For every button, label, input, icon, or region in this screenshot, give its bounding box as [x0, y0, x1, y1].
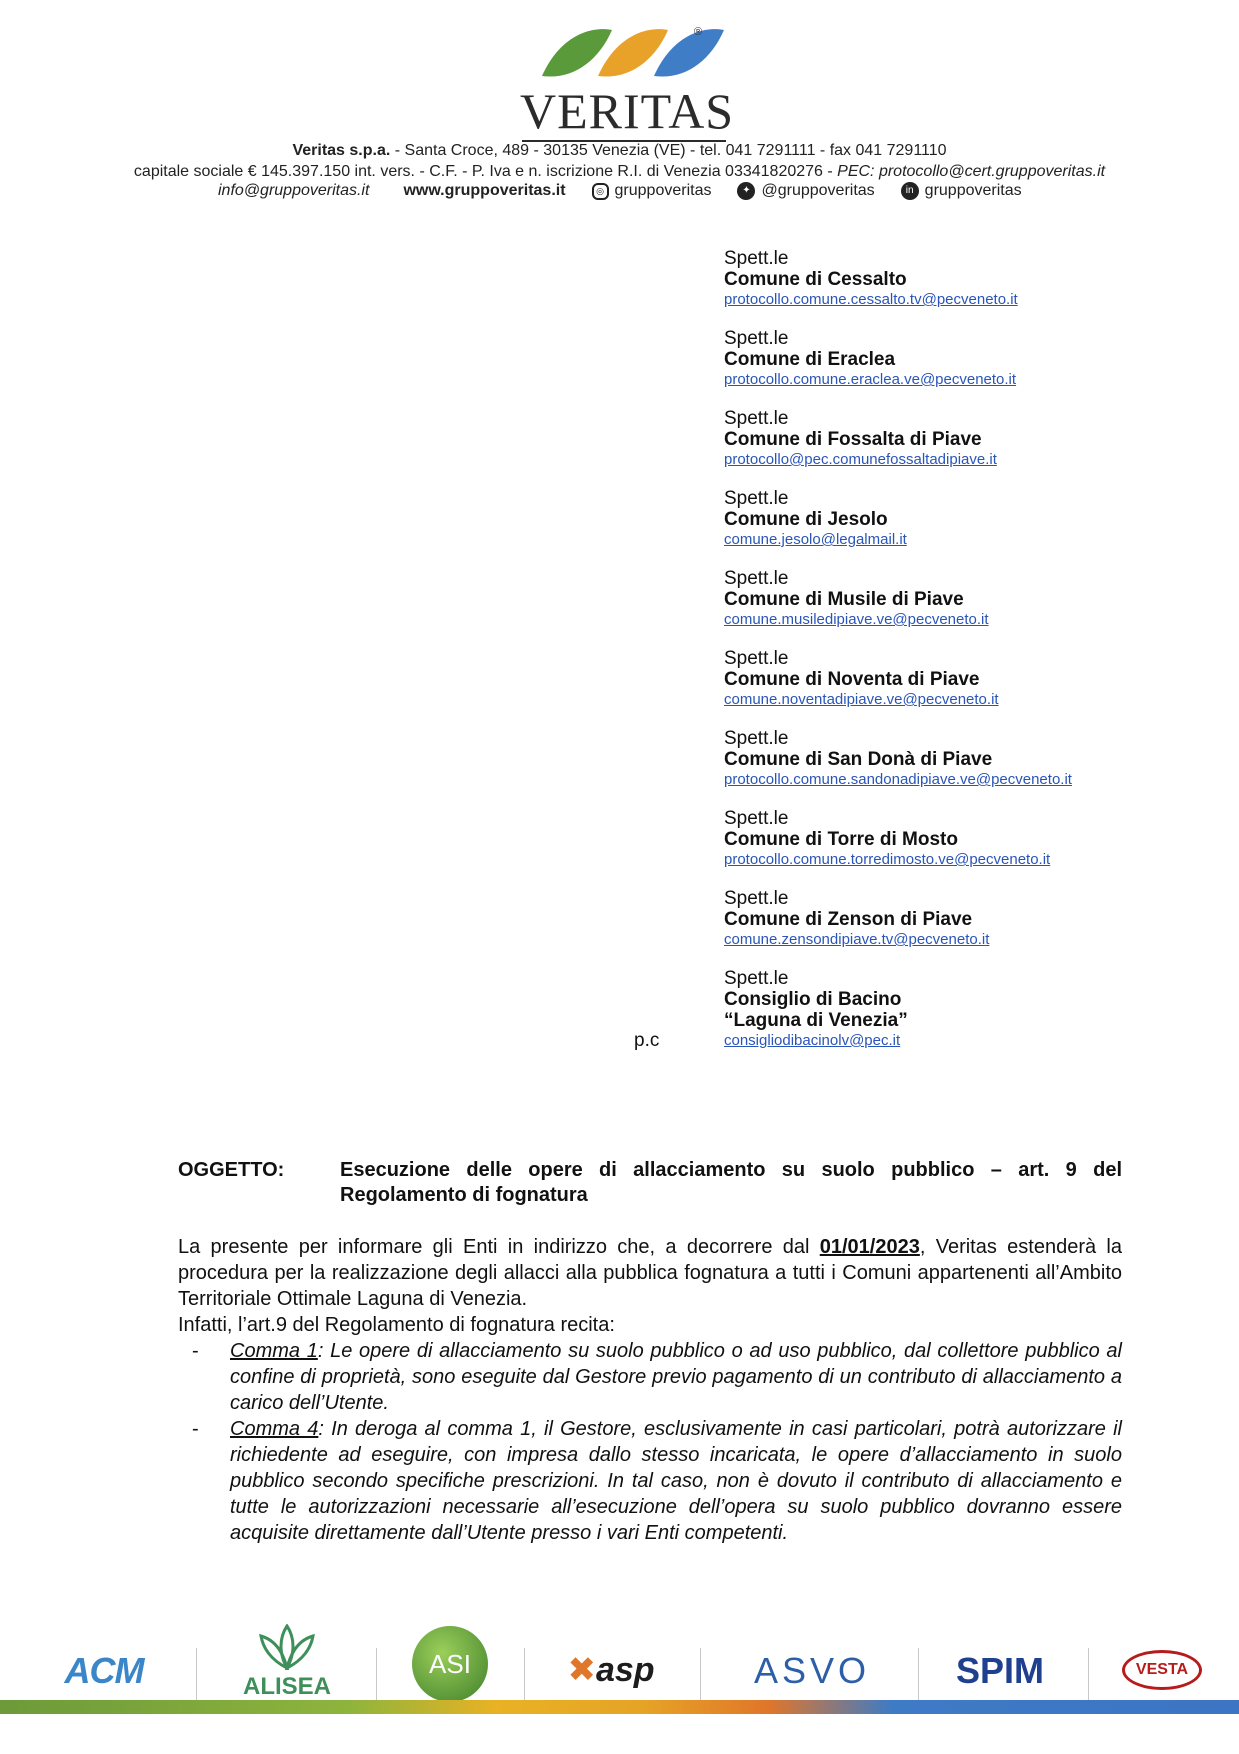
- cc-recipient: [724, 968, 1164, 1050]
- recipient-name: Comune di Jesolo: [724, 509, 888, 530]
- recipient-salutation: Spett.le: [724, 488, 789, 509]
- recipient: [724, 488, 1164, 549]
- list-item: [178, 1338, 1122, 1416]
- company-address: - Santa Croce, 489 - 30135 Venezia (VE) - tel. 041 7291111 - fax 041 7291110: [390, 142, 947, 159]
- brand-vesta-label: VESTA: [1135, 1661, 1189, 1678]
- recipient-name: Comune di Torre di Mosto: [724, 829, 958, 850]
- company-email[interactable]: info@gruppoveritas.it: [218, 182, 370, 199]
- comma-text: : In deroga al comma 1, il Gestore, esclusivamente in casi particolari, potrà autorizzare il richiedente ad eseguire, con impresa dallo stesso incaricata, le opere d’allacciamento in suolo pubblico secondo specifiche prescrizioni. In tal caso, non è dovuto il contributo di allacciamento e tutte le autorizzazioni necessarie all’esecuzione dell’opera su suolo pubblico dovranno essere acquisite direttamente dall’Utente presso i vari Enti competenti.: [230, 1418, 1122, 1544]
- recipient-email[interactable]: protocollo.comune.eraclea.ve@pecveneto.it: [724, 371, 1017, 388]
- recipient-salutation: Spett.le: [724, 568, 789, 589]
- asp-mark-icon: ✖: [567, 1651, 596, 1689]
- recipient-salutation: Spett.le: [724, 408, 789, 429]
- brand-alisea-label: ALISEA: [242, 1673, 331, 1700]
- brand-asvo-label: ASVO: [753, 1650, 871, 1691]
- subject-label: OGGETTO:: [178, 1159, 285, 1181]
- recipient-email[interactable]: protocollo.comune.sandonadipiave.ve@pecveneto.it: [724, 771, 1072, 788]
- logo-wordmark: VERITAS: [520, 83, 735, 139]
- recipient-email[interactable]: protocollo.comune.cessalto.tv@pecveneto.it: [724, 291, 1018, 308]
- paragraph-2: Infatti, l’art.9 del Regolamento di fognatura recita:: [178, 1314, 615, 1336]
- paragraph-1: [178, 1234, 1122, 1312]
- recipients-list: [724, 248, 1164, 1069]
- recipient: [724, 808, 1164, 869]
- twitter-icon: ✦: [737, 182, 755, 200]
- cc-email[interactable]: consigliodibacinolv@pec.it: [724, 1032, 901, 1049]
- recipient-name: Comune di Noventa di Piave: [724, 669, 980, 690]
- brand-alisea: [222, 1624, 352, 1701]
- cc-name-line-1: Consiglio di Bacino: [724, 989, 902, 1010]
- comma-label: Comma 1: [230, 1340, 318, 1362]
- brand-spim-label: SPIM: [955, 1650, 1044, 1691]
- recipient-email[interactable]: protocollo@pec.comunefossaltadipiave.it: [724, 451, 997, 468]
- footer-color-bar: [0, 1700, 1239, 1714]
- recipient-name: Comune di Musile di Piave: [724, 589, 964, 610]
- registered-mark: ®: [694, 26, 703, 38]
- recipient-email[interactable]: comune.zensondipiave.tv@pecveneto.it: [724, 931, 990, 948]
- recipient-email[interactable]: comune.jesolo@legalmail.it: [724, 531, 907, 548]
- company-name: Veritas s.p.a.: [292, 142, 391, 159]
- brand-asi-label: ASI: [429, 1649, 471, 1679]
- recipient: [724, 328, 1164, 389]
- list-dash: -: [192, 1418, 199, 1440]
- recipient: [724, 408, 1164, 469]
- recipient-name: Comune di Zenson di Piave: [724, 909, 973, 930]
- alisea-leaf-icon: [257, 1624, 317, 1670]
- linkedin-handle[interactable]: gruppoveritas: [924, 182, 1022, 199]
- recipient-salutation: Spett.le: [724, 728, 789, 749]
- recipient-name: Comune di Fossalta di Piave: [724, 429, 982, 450]
- brand-asp: [556, 1650, 666, 1690]
- instagram-icon: ◎: [592, 183, 609, 200]
- company-line-1: [0, 142, 1239, 160]
- recipient-salutation: Spett.le: [724, 328, 789, 349]
- recipient-name: Comune di Cessalto: [724, 269, 907, 290]
- recipient-email[interactable]: comune.noventadipiave.ve@pecveneto.it: [724, 691, 999, 708]
- twitter-handle[interactable]: @gruppoveritas: [761, 182, 875, 199]
- recipient: [724, 568, 1164, 629]
- recipient-email[interactable]: protocollo.comune.torredimosto.ve@pecveneto.it: [724, 851, 1051, 868]
- recipient-salutation: Spett.le: [724, 888, 789, 909]
- brand-asvo: [742, 1650, 882, 1692]
- paragraph-1-start: La presente per informare gli Enti in indirizzo che, a decorrere dal: [178, 1236, 820, 1258]
- contact-line: [218, 182, 1022, 200]
- effective-date: 01/01/2023: [819, 1236, 920, 1258]
- list-dash: -: [192, 1340, 199, 1362]
- list-item: [178, 1416, 1122, 1546]
- recipient: [724, 728, 1164, 789]
- veritas-logo: [520, 24, 735, 139]
- recipient: [724, 648, 1164, 709]
- recipient-salutation: Spett.le: [724, 808, 789, 829]
- company-line-2: [0, 163, 1239, 181]
- company-registration: capitale sociale € 145.397.150 int. vers. - C.F. - P. Iva e n. iscrizione R.I. di Venezia 03341820276 -: [133, 163, 838, 180]
- brand-acm: [44, 1650, 164, 1692]
- subject-text: Esecuzione delle opere di allacciamento su suolo pubblico – art. 9 del Regolamento di fognatura: [340, 1159, 1122, 1206]
- cc-name-line-2: “Laguna di Venezia”: [724, 1010, 908, 1031]
- brand-asp-label: asp: [595, 1651, 655, 1689]
- brand-asi: [412, 1626, 488, 1702]
- letter-body: [178, 1234, 1122, 1546]
- paragraph-1-end: , Veritas estenderà la procedura per la realizzazione degli allacci alla pubblica fognatura a tutti i Comuni appartenenti all’Ambito Territoriale Ottimale Laguna di Venezia.: [178, 1236, 1122, 1310]
- commi-list: [178, 1338, 1122, 1546]
- recipient: [724, 248, 1164, 309]
- comma-text: : Le opere di allacciamento su suolo pubblico o ad uso pubblico, dal collettore pubblico al confine di proprietà, sono eseguite dal Gestore previo pagamento di un contributo di allacciamento a carico dell’Utente.: [230, 1340, 1122, 1414]
- company-website[interactable]: www.gruppoveritas.it: [403, 182, 566, 199]
- cc-label: p.c: [634, 1030, 660, 1051]
- brand-acm-label: ACM: [64, 1650, 144, 1691]
- comma-label: Comma 4: [230, 1418, 319, 1440]
- recipient-name: Comune di San Donà di Piave: [724, 749, 993, 770]
- brand-spim: [950, 1650, 1050, 1692]
- recipient-name: Comune di Eraclea: [724, 349, 896, 370]
- instagram-handle[interactable]: gruppoveritas: [614, 182, 712, 199]
- recipient-email[interactable]: comune.musiledipiave.ve@pecveneto.it: [724, 611, 989, 628]
- recipient-salutation: Spett.le: [724, 248, 789, 269]
- company-pec: PEC: protocollo@cert.gruppoveritas.it: [837, 163, 1106, 180]
- linkedin-icon: in: [901, 182, 919, 200]
- brand-vesta: [1122, 1650, 1202, 1690]
- subject: [178, 1158, 1122, 1208]
- recipient-salutation: Spett.le: [724, 648, 789, 669]
- recipient: [724, 888, 1164, 949]
- cc-salutation: Spett.le: [724, 968, 789, 989]
